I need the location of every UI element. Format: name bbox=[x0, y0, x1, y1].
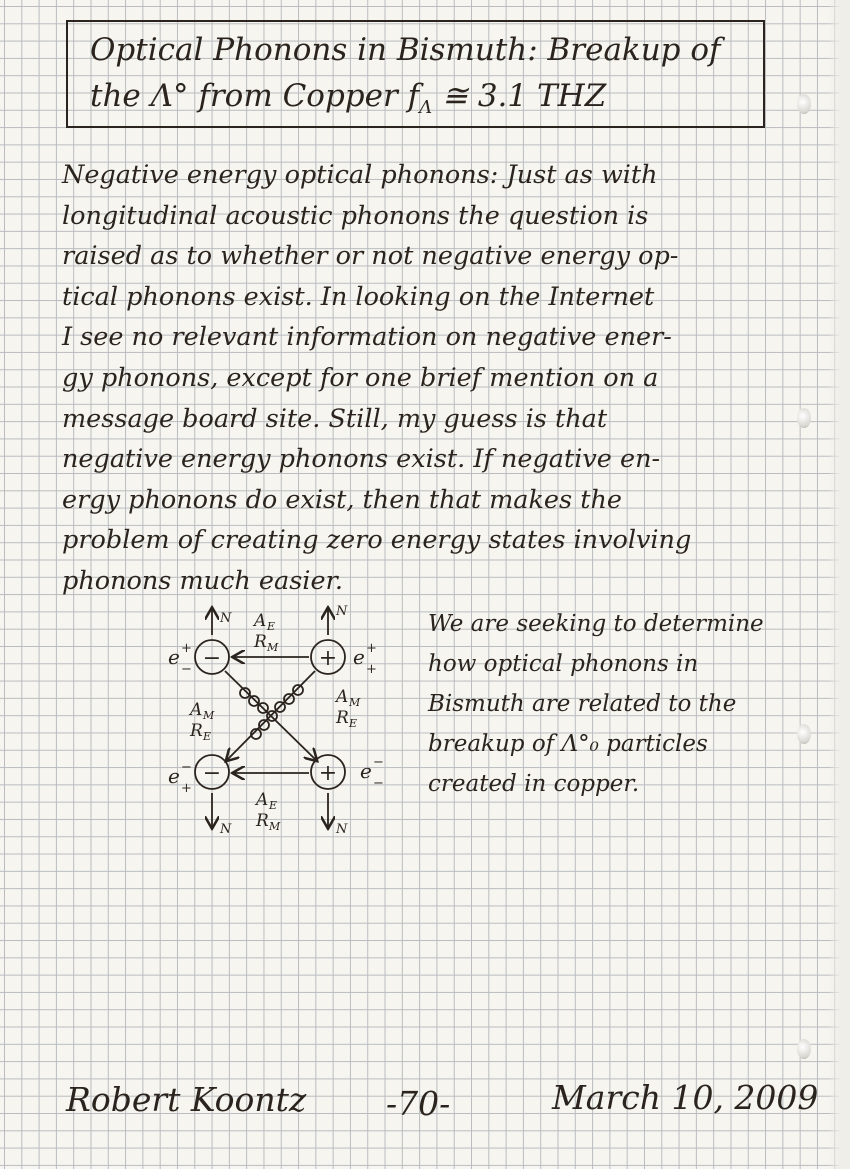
phonon-diagram bbox=[150, 595, 400, 845]
title-box bbox=[66, 20, 765, 128]
body-paragraph bbox=[62, 155, 792, 602]
label-e-top-left: e bbox=[168, 645, 180, 669]
label-n-down-right: N bbox=[336, 822, 348, 837]
side-note-line: created in copper. bbox=[428, 771, 640, 797]
page-edge bbox=[828, 0, 850, 1169]
label-rm-top-sub: M bbox=[267, 641, 279, 654]
title-line-1: Optical Phonons in Bismuth: Breakup of bbox=[90, 32, 721, 68]
date: March 10, 2009 bbox=[552, 1078, 819, 1117]
label-ae-bottom: A bbox=[256, 790, 269, 810]
charge-sign-top-left: − bbox=[202, 646, 222, 671]
label-re-left: R bbox=[190, 721, 203, 741]
paragraph-line: Negative energy optical phonons: Just as with bbox=[62, 160, 658, 190]
label-am-left: A bbox=[190, 700, 203, 720]
title-line-2 bbox=[90, 78, 606, 118]
label-ae-top: A bbox=[254, 611, 267, 631]
paragraph-line: gy phonons, except for one brief mention on a bbox=[62, 362, 659, 393]
label-e-top-right-sub: + bbox=[366, 662, 377, 677]
label-rm-bottom-sub: M bbox=[269, 820, 281, 833]
label-e-bottom-right-sub: − bbox=[373, 776, 384, 791]
label-rm-top: R bbox=[254, 632, 267, 652]
paragraph-line: phonons much easier. bbox=[62, 565, 344, 596]
paragraph-line: I see no relevant information on negative ener- bbox=[62, 322, 672, 353]
label-e-bottom-left-sub: + bbox=[181, 781, 192, 796]
label-e-top-right: e bbox=[353, 645, 365, 669]
charge-sign-bottom-right: + bbox=[318, 761, 338, 786]
paragraph-line: tical phonons exist. In looking on the Internet bbox=[62, 281, 655, 312]
label-n-down-left: N bbox=[220, 822, 232, 837]
signature: Robert Koontz bbox=[66, 1080, 307, 1119]
side-note bbox=[428, 604, 808, 804]
paragraph-line: raised as to whether or not negative energy op- bbox=[62, 241, 679, 272]
paragraph-line: message board site. Still, my guess is that bbox=[62, 403, 608, 434]
label-e-top-left-sup: + bbox=[181, 641, 192, 656]
side-note-line: breakup of Λ°₀ particles bbox=[428, 731, 708, 757]
label-am-right-sub: M bbox=[349, 696, 361, 709]
side-note-line: how optical phonons in bbox=[428, 651, 699, 677]
label-re-right-sub: E bbox=[349, 717, 358, 730]
page-number: -70- bbox=[386, 1084, 451, 1123]
binder-hole bbox=[797, 408, 811, 428]
label-re-right: R bbox=[336, 708, 349, 728]
title-line-2-text: the Λ° from Copper f bbox=[90, 78, 420, 114]
binder-hole bbox=[797, 1039, 811, 1059]
binder-hole bbox=[797, 94, 811, 114]
label-e-bottom-right-sup: − bbox=[373, 755, 384, 770]
label-re-left-sub: E bbox=[203, 730, 212, 743]
label-e-bottom-left: e bbox=[168, 764, 180, 788]
diagram-svg bbox=[150, 595, 400, 845]
side-note-line: We are seeking to determine bbox=[428, 611, 764, 637]
side-note-line: Bismuth are related to the bbox=[428, 691, 737, 717]
label-e-bottom-left-sup: − bbox=[181, 760, 192, 775]
paragraph-line: negative energy phonons exist. If negative en- bbox=[62, 444, 661, 475]
phonon-coils-icon bbox=[240, 685, 303, 739]
paragraph-line: ergy phonons do exist, then that makes the bbox=[62, 484, 622, 515]
label-n-up-right: N bbox=[336, 604, 348, 619]
label-e-bottom-right: e bbox=[360, 759, 372, 783]
label-n-up-left: N bbox=[220, 611, 232, 626]
charge-sign-bottom-left: − bbox=[202, 761, 222, 786]
label-e-top-right-sup: + bbox=[366, 641, 377, 656]
label-rm-bottom: R bbox=[256, 811, 269, 831]
label-e-top-left-sub: − bbox=[181, 662, 192, 677]
paragraph-line: longitudinal acoustic phonons the question is bbox=[62, 200, 649, 231]
title-subscript: Λ bbox=[419, 97, 433, 119]
label-ae-bottom-sub: E bbox=[269, 799, 278, 812]
title-line-2-tail: ≅ 3.1 THZ bbox=[432, 78, 607, 114]
label-ae-top-sub: E bbox=[267, 620, 276, 633]
paragraph-line: problem of creating zero energy states involving bbox=[62, 525, 692, 556]
label-am-right: A bbox=[336, 687, 349, 707]
label-am-left-sub: M bbox=[203, 709, 215, 722]
charge-sign-top-right: + bbox=[318, 646, 338, 671]
